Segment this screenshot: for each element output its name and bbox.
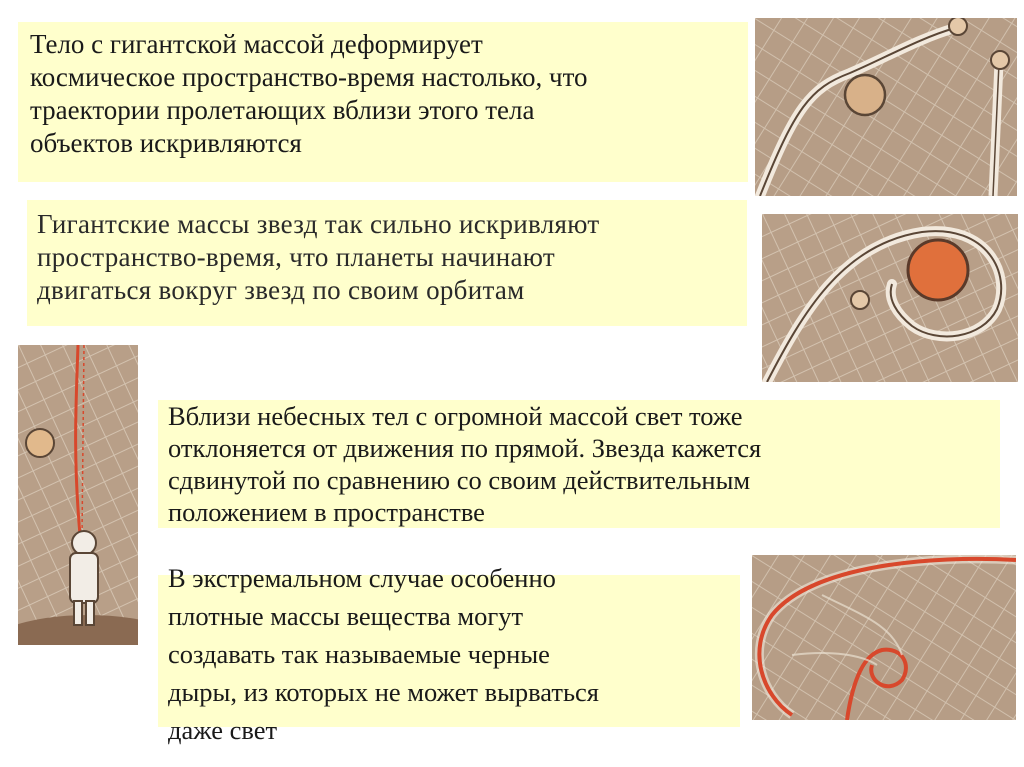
paragraph-orbit: Гигантские массы звезд так сильно искривляют пространство-время, что планеты начинают двигаться вокруг звезд по своим орбитам	[37, 209, 600, 305]
text-block-light	[158, 400, 1000, 528]
paragraph-trajectory: Тело с гигантской массой деформирует космическое пространство-время настолько, что траектории пролетающих вблизи этого тела объектов искривляются	[30, 29, 588, 158]
text-block-black-hole	[158, 563, 740, 745]
paragraph-light: Вблизи небесных тел с огромной массой свет тоже отклоняется от движения по прямой. Звезда кажется сдвинутой по сравнению со своим действительным положением в пространстве	[168, 401, 762, 527]
black-hole-illustration	[752, 555, 1016, 720]
text-block-orbit	[27, 200, 747, 326]
paragraph-black-hole: В экстремальном случае особенно плотные массы вещества могут создавать так называемые черные дыры, из которых не может вырваться даже свет	[168, 563, 599, 745]
light-deflection-illustration	[18, 345, 138, 645]
orbit-illustration	[762, 214, 1018, 382]
bent-trajectory-illustration	[755, 18, 1017, 196]
text-block-trajectory	[18, 22, 748, 182]
